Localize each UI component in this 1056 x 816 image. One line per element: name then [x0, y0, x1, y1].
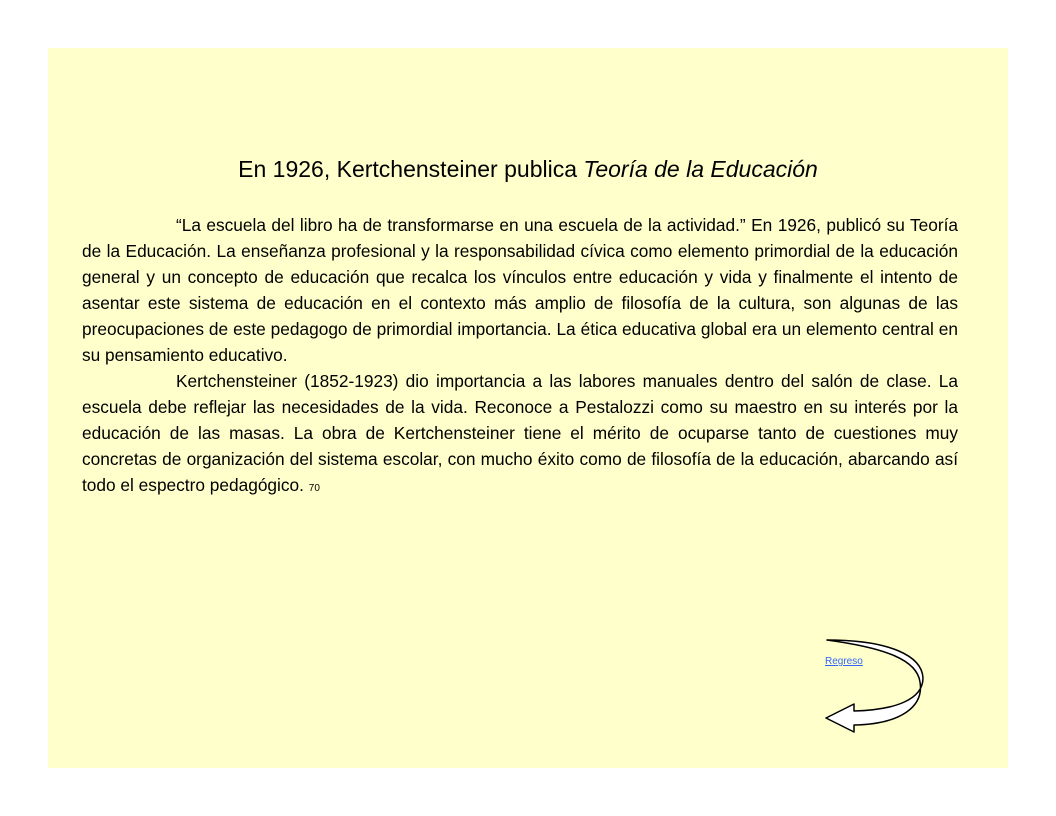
title-plain: En 1926, Kertchensteiner publica [238, 156, 584, 182]
paragraph-2-text: Kertchensteiner (1852-1923) dio importancia a las labores manuales dentro del salón de clase. La escuela debe reflejar las necesidades de la vida. Reconoce a Pestalozzi como su maestro en su interés por la educación de las masas. La obra de Kertchensteiner tiene el mérito de ocuparse tanto de cuestiones muy concretas de organización del sistema escolar, con mucho éxito como de filosofía de la educación, abarcando así todo el espectro pedagógico. [82, 371, 958, 495]
slide [48, 48, 1008, 768]
return-button[interactable] [822, 634, 928, 738]
slide-title [48, 156, 1008, 183]
paragraph-1: “La escuela del libro ha de transformarse en una escuela de la actividad.” En 1926, publicó su Teoría de la Educación. La enseñanza profesional y la responsabilidad cívica como elemento primordial de la educación general y un concepto de educación que recalca los vínculos entre educación y vida y finalmente el intento de asentar este sistema de educación en el contexto más amplio de filosofía de la cultura, son algunas de las preocupaciones de este pedagogo de primordial importancia. La ética educativa global era un elemento central en su pensamiento educativo. [82, 215, 958, 365]
title-book-name: Teoría de la Educación [583, 156, 818, 182]
return-link[interactable]: Regreso [825, 656, 863, 667]
paragraph-2 [82, 368, 958, 502]
curved-back-arrow-icon[interactable] [822, 634, 928, 738]
body-text [82, 212, 958, 502]
footnote-ref: 70 [308, 483, 320, 494]
